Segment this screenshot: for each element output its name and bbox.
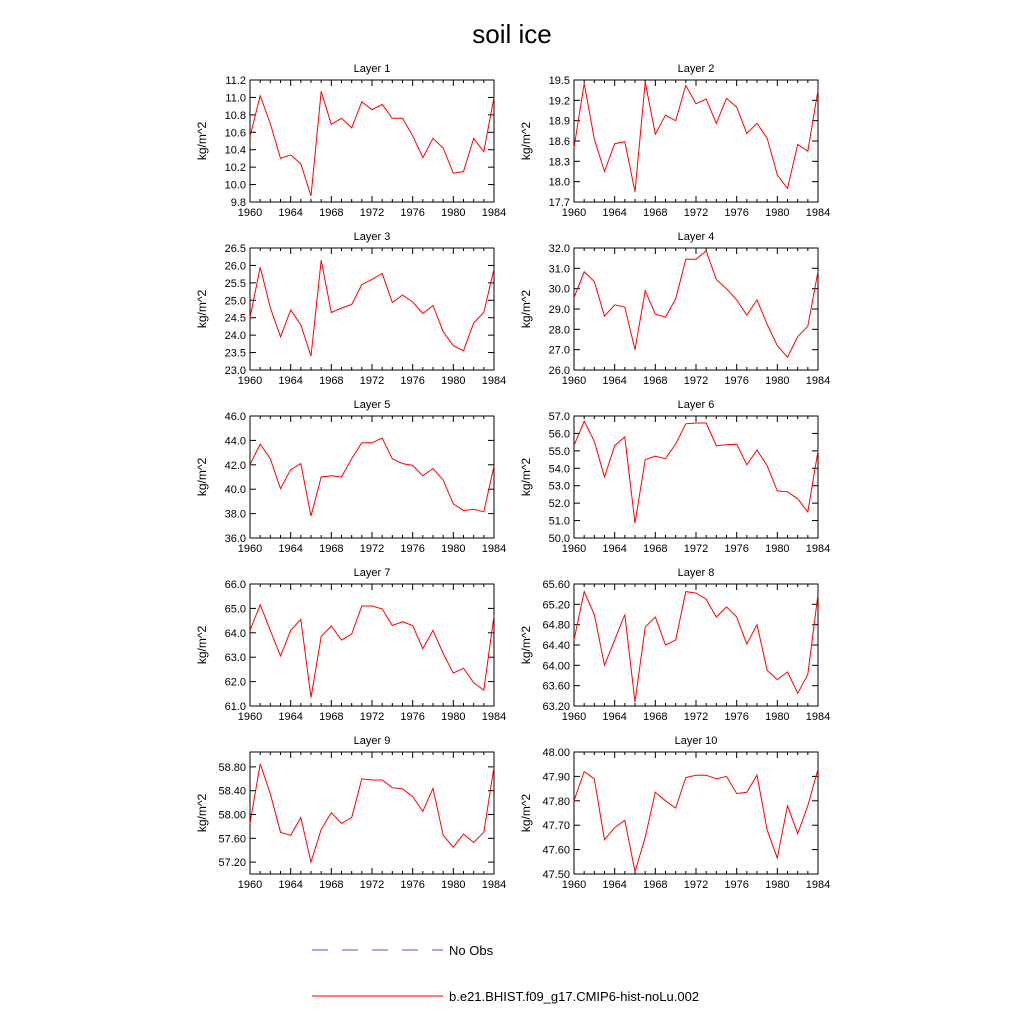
x-tick-label: 1968	[319, 711, 344, 723]
y-axis-label: kg/m^2	[195, 793, 209, 833]
panel-title: Layer 6	[677, 399, 715, 411]
x-tick-label: 1984	[805, 879, 831, 891]
x-tick-label: 1980	[765, 207, 790, 219]
x-tick-label: 1976	[724, 879, 749, 891]
panel-title: Layer 2	[677, 63, 715, 75]
legend-label-no-obs: No Obs	[449, 943, 494, 958]
series-line	[574, 421, 818, 523]
y-tick-label: 51.0	[548, 515, 570, 528]
y-tick-label: 47.60	[542, 844, 570, 857]
plot-frame	[250, 248, 494, 370]
y-tick-label: 10.0	[224, 179, 246, 192]
y-tick-label: 27.0	[548, 344, 570, 357]
x-tick-label: 1976	[724, 207, 749, 219]
x-tick-label: 1972	[683, 375, 709, 387]
y-tick-label: 40.0	[224, 484, 246, 497]
y-tick-label: 65.20	[542, 599, 570, 612]
y-tick-label: 55.0	[548, 445, 570, 458]
series-line	[574, 251, 818, 357]
y-tick-label: 42.0	[224, 459, 246, 472]
x-tick-label: 1964	[602, 375, 627, 387]
x-tick-label: 1972	[683, 543, 709, 555]
y-tick-label: 61.0	[224, 701, 246, 713]
plot-frame	[574, 416, 818, 538]
y-tick-label: 10.2	[224, 162, 246, 175]
series-line	[574, 592, 818, 702]
series-line	[574, 82, 818, 192]
x-tick-label: 1980	[441, 879, 466, 891]
y-tick-label: 54.0	[548, 463, 570, 476]
plot-frame	[574, 752, 818, 874]
x-tick-label: 1968	[643, 543, 668, 555]
x-tick-label: 1964	[278, 207, 303, 219]
x-tick-label: 1968	[319, 375, 344, 387]
y-tick-label: 57.60	[218, 833, 246, 846]
x-tick-label: 1960	[561, 711, 587, 723]
plot-frame	[250, 584, 494, 706]
y-tick-label: 63.0	[224, 652, 246, 665]
legend-label-model: b.e21.BHIST.f09_g17.CMIP6-hist-noLu.002	[449, 989, 700, 1004]
x-tick-label: 1976	[400, 207, 425, 219]
y-tick-label: 23.5	[224, 347, 246, 360]
y-tick-label: 46.0	[224, 411, 246, 423]
y-tick-label: 47.80	[542, 795, 570, 808]
x-tick-label: 1964	[602, 879, 627, 891]
y-tick-label: 53.0	[548, 480, 570, 493]
y-tick-label: 64.80	[542, 619, 570, 632]
y-tick-label: 24.0	[224, 330, 246, 343]
panel-layer-2	[519, 63, 830, 219]
y-tick-label: 58.00	[218, 809, 246, 822]
x-tick-label: 1968	[643, 879, 668, 891]
plot-frame	[574, 80, 818, 202]
y-tick-label: 17.7	[548, 197, 570, 209]
panel-layer-1	[195, 63, 506, 219]
y-tick-label: 26.5	[224, 243, 246, 255]
x-tick-label: 1960	[237, 375, 263, 387]
y-tick-label: 64.40	[542, 640, 570, 652]
panel-layer-4	[519, 231, 830, 387]
y-tick-label: 18.9	[548, 115, 570, 128]
plot-frame	[250, 80, 494, 202]
y-tick-label: 23.0	[224, 365, 246, 377]
plot-frame	[250, 752, 494, 874]
y-tick-label: 19.2	[548, 95, 570, 108]
y-tick-label: 18.6	[548, 136, 570, 148]
x-tick-label: 1960	[561, 879, 587, 891]
y-tick-label: 9.8	[230, 197, 246, 209]
x-tick-label: 1980	[765, 375, 790, 387]
x-tick-label: 1984	[481, 375, 507, 387]
x-tick-label: 1972	[683, 711, 709, 723]
x-tick-label: 1984	[481, 711, 507, 723]
y-axis-label: kg/m^2	[195, 121, 209, 161]
y-tick-label: 63.20	[542, 701, 570, 713]
y-tick-label: 26.0	[548, 365, 570, 377]
y-tick-label: 29.0	[548, 304, 570, 316]
panel-layer-7	[195, 567, 506, 723]
y-tick-label: 48.00	[542, 747, 570, 759]
y-tick-label: 64.00	[542, 660, 570, 673]
y-tick-label: 47.70	[542, 820, 570, 833]
y-tick-label: 28.0	[548, 324, 570, 337]
y-tick-label: 58.40	[218, 785, 246, 798]
x-tick-label: 1980	[441, 543, 466, 555]
x-tick-label: 1972	[359, 879, 385, 891]
y-tick-label: 65.60	[542, 579, 570, 591]
x-tick-label: 1984	[481, 879, 507, 891]
panel-layer-6	[519, 399, 830, 555]
x-tick-label: 1960	[237, 543, 263, 555]
y-tick-label: 57.20	[218, 857, 246, 870]
x-tick-label: 1964	[602, 543, 627, 555]
series-line	[250, 91, 494, 196]
x-tick-label: 1984	[481, 543, 507, 555]
x-tick-label: 1972	[683, 879, 709, 891]
legend	[312, 943, 699, 1004]
panel-title: Layer 5	[353, 399, 391, 411]
y-tick-label: 38.0	[224, 508, 246, 521]
x-tick-label: 1984	[805, 543, 831, 555]
plot-frame	[574, 584, 818, 706]
y-axis-label: kg/m^2	[195, 457, 209, 497]
x-tick-label: 1972	[359, 543, 385, 555]
x-tick-label: 1976	[400, 711, 425, 723]
y-tick-label: 65.0	[224, 603, 246, 616]
panel-title: Layer 9	[353, 735, 391, 747]
y-tick-label: 66.0	[224, 579, 246, 591]
x-tick-label: 1980	[441, 375, 466, 387]
x-tick-label: 1972	[683, 207, 709, 219]
x-tick-label: 1980	[765, 879, 790, 891]
y-tick-label: 10.4	[224, 144, 246, 157]
y-axis-label: kg/m^2	[195, 625, 209, 665]
y-tick-label: 50.0	[548, 533, 570, 545]
x-tick-label: 1968	[643, 711, 668, 723]
y-tick-label: 56.0	[548, 428, 570, 441]
y-tick-label: 63.60	[542, 680, 570, 693]
x-tick-label: 1976	[400, 543, 425, 555]
y-tick-label: 36.0	[224, 533, 246, 545]
x-tick-label: 1968	[643, 207, 668, 219]
x-tick-label: 1964	[278, 543, 303, 555]
series-line	[250, 605, 494, 698]
y-tick-label: 10.8	[224, 109, 246, 122]
x-tick-label: 1960	[237, 711, 263, 723]
x-tick-label: 1960	[237, 207, 263, 219]
panel-layer-5	[195, 399, 506, 555]
x-tick-label: 1976	[400, 375, 425, 387]
x-tick-label: 1960	[237, 879, 263, 891]
y-tick-label: 24.5	[224, 312, 246, 325]
y-axis-label: kg/m^2	[519, 793, 533, 833]
y-tick-label: 18.0	[548, 176, 570, 189]
panel-title: Layer 1	[353, 63, 391, 75]
y-tick-label: 58.80	[218, 761, 246, 774]
x-tick-label: 1980	[765, 711, 790, 723]
panel-title: Layer 10	[674, 735, 718, 747]
series-line	[250, 764, 494, 862]
panel-title: Layer 4	[677, 231, 715, 243]
series-line	[574, 769, 818, 872]
x-tick-label: 1972	[359, 375, 385, 387]
panel-title: Layer 3	[353, 231, 391, 243]
y-tick-label: 25.0	[224, 295, 246, 308]
figure-title: soil ice	[472, 19, 552, 49]
y-tick-label: 31.0	[548, 263, 570, 276]
y-tick-label: 47.50	[542, 869, 570, 881]
x-tick-label: 1980	[441, 711, 466, 723]
x-tick-label: 1964	[278, 879, 303, 891]
panel-grid	[195, 63, 830, 891]
y-tick-label: 62.0	[224, 676, 246, 689]
x-tick-label: 1960	[561, 375, 587, 387]
x-tick-label: 1964	[278, 375, 303, 387]
x-tick-label: 1964	[278, 711, 303, 723]
y-axis-label: kg/m^2	[195, 289, 209, 329]
x-tick-label: 1984	[805, 711, 831, 723]
panel-layer-10	[519, 735, 830, 891]
x-tick-label: 1980	[441, 207, 466, 219]
y-axis-label: kg/m^2	[519, 289, 533, 329]
y-tick-label: 25.5	[224, 277, 246, 290]
panel-layer-8	[519, 567, 830, 723]
y-axis-label: kg/m^2	[519, 625, 533, 665]
y-tick-label: 11.2	[225, 75, 246, 87]
y-tick-label: 64.0	[224, 627, 246, 640]
x-tick-label: 1968	[319, 543, 344, 555]
y-tick-label: 52.0	[548, 498, 570, 511]
panel-title: Layer 8	[677, 567, 715, 579]
x-tick-label: 1976	[724, 711, 749, 723]
y-tick-label: 11.0	[225, 92, 246, 105]
x-tick-label: 1976	[400, 879, 425, 891]
y-tick-label: 19.5	[548, 75, 570, 87]
panel-layer-3	[195, 231, 506, 387]
x-tick-label: 1984	[805, 375, 831, 387]
x-tick-label: 1964	[602, 207, 627, 219]
x-tick-label: 1968	[643, 375, 668, 387]
x-tick-label: 1960	[561, 543, 587, 555]
y-tick-label: 32.0	[548, 243, 570, 255]
x-tick-label: 1964	[602, 711, 627, 723]
y-tick-label: 10.6	[224, 127, 246, 140]
x-tick-label: 1960	[561, 207, 587, 219]
x-tick-label: 1984	[481, 207, 507, 219]
x-tick-label: 1972	[359, 207, 385, 219]
x-tick-label: 1976	[724, 543, 749, 555]
y-tick-label: 18.3	[548, 156, 570, 169]
y-tick-label: 57.0	[548, 411, 570, 423]
panel-layer-9	[195, 735, 506, 891]
y-axis-label: kg/m^2	[519, 121, 533, 161]
x-tick-label: 1968	[319, 879, 344, 891]
x-tick-label: 1976	[724, 375, 749, 387]
y-axis-label: kg/m^2	[519, 457, 533, 497]
y-tick-label: 26.0	[224, 260, 246, 273]
y-tick-label: 30.0	[548, 283, 570, 296]
series-line	[250, 260, 494, 356]
x-tick-label: 1980	[765, 543, 790, 555]
series-line	[250, 438, 494, 516]
y-tick-label: 44.0	[224, 435, 246, 448]
panel-title: Layer 7	[353, 567, 391, 579]
x-tick-label: 1984	[805, 207, 831, 219]
x-tick-label: 1972	[359, 711, 385, 723]
y-tick-label: 47.90	[542, 771, 570, 784]
x-tick-label: 1968	[319, 207, 344, 219]
